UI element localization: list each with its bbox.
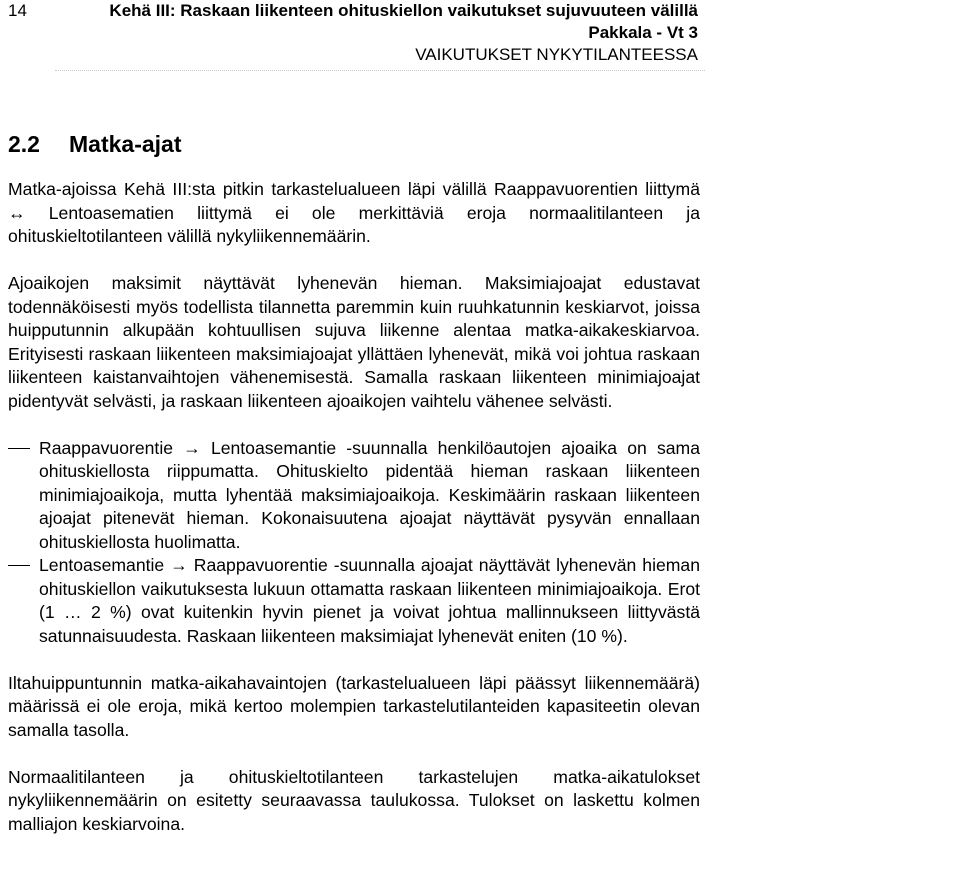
dash-bullet-icon (8, 448, 30, 449)
report-title: Kehä III: Raskaan liikenteen ohituskiellon vaikutukset sujuvuuteen välillä (109, 1, 698, 20)
chapter-title: VAIKUTUKSET NYKYTILANTEESSA (415, 45, 698, 64)
report-subtitle: Pakkala - Vt 3 (588, 23, 698, 42)
page-number: 14 (8, 1, 27, 20)
section-title: Matka-ajat (69, 131, 182, 157)
header-titles (109, 0, 698, 66)
page-header (0, 0, 960, 72)
section-heading (8, 124, 700, 164)
document-body (8, 124, 700, 836)
bullet-list (8, 437, 700, 649)
bullet-text: Lentoasemantie → Raappavuorentie -suunnalla ajoajat näyttävät lyhenevän hieman ohituskiellon vaikutuksesta lukuun ottamatta raskaan liikenteen minimiajoaikoja. Erot (1 … 2 %) ovat kuitenkin hyvin pienet ja voivat johtua mallinnukseen liittyvästä satunnaisuudesta. Raskaan liikenteen maksimiajat lyhenevät eniten (10 %). (39, 555, 700, 646)
paragraph-4: Normaalitilanteen ja ohituskieltotilanteen tarkastelujen matka-aikatulokset nykyliikennemäärin on esitetty seuraavassa taulukossa. Tulokset on laskettu kolmen malliajon keskiarvoina. (8, 766, 700, 834)
bullet-text: Raappavuorentie → Lentoasemantie -suunnalla henkilöautojen ajoaika on sama ohituskiellosta riippumatta. Ohituskielto pidentää hieman raskaan liikenteen minimiajoaikoja, mutta lyhentää maksimiajoaikoja. Keskimäärin raskaan liikenteen ajoajat pitenevät hieman. Kokonaisuutena ajoajat näyttävät pysyvän ennallaan ohituskiellosta huolimatta. (39, 437, 700, 552)
list-item (8, 437, 700, 555)
paragraph-3: Iltahuippuntunnin matka-aikahavaintojen (tarkastelualueen läpi päässyt liikennemäärä) määrissä ei ole eroja, mikä kertoo molempien tarkastelutilanteiden kapasiteetin olevan samalla tasolla. (8, 672, 700, 740)
section-number: 2.2 (8, 131, 40, 157)
paragraph-1: Matka-ajoissa Kehä III:sta pitkin tarkastelualueen läpi välillä Raappavuorentien liittymä ↔ Lentoasematien liittymä ei ole merkittäviä eroja normaalitilanteen ja ohituskieltotilanteen välillä nykyliikennemäärin. (8, 179, 700, 246)
paragraph-2: Ajoaikojen maksimit näyttävät lyhenevän hieman. Maksimiajoajat edustavat todennäköisesti myös todellista tilannetta paremmin kuin ruuhkatunnin keskiarvot, joissa huipputunnin alkupään kohtuullisen sujuva liikenne alentaa matka-aikakeskiarvoa. Erityisesti raskaan liikenteen maksimiajoajat yllättäen lyhenevät, mikä voi johtua raskaan liikenteen kaistanvaihtojen vähenemisestä. Samalla raskaan liikenteen minimiajoajat pidentyvät selvästi, ja raskaan liikenteen ajoaikojen vaihtelu vähenee selvästi. (8, 273, 700, 411)
dash-bullet-icon (8, 565, 30, 566)
header-divider (55, 70, 705, 71)
list-item (8, 554, 700, 648)
